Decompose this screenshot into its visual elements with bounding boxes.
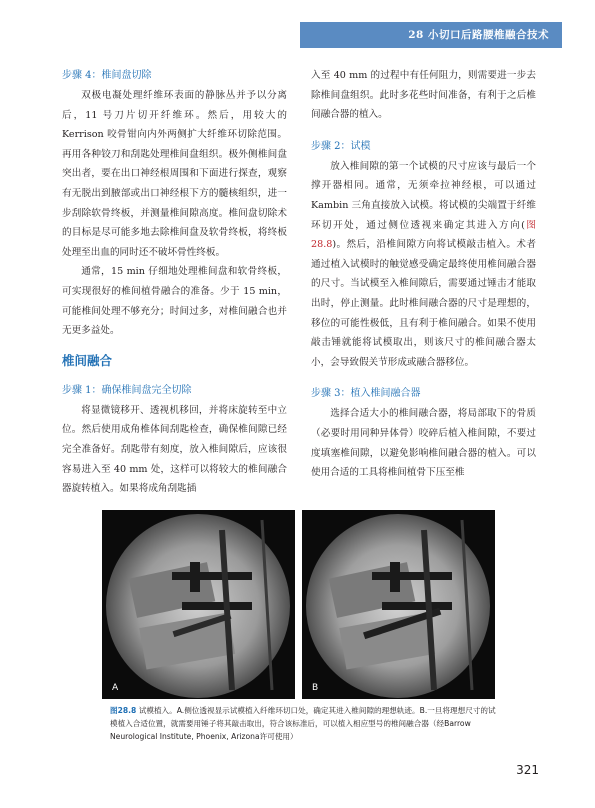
fluoroscopy-image-b bbox=[302, 510, 495, 699]
figure-caption bbox=[110, 704, 500, 743]
fluoroscopy-image-a bbox=[102, 510, 295, 699]
left-column bbox=[62, 66, 287, 499]
step4-heading: 步骤 4：椎间盘切除 bbox=[62, 70, 152, 81]
step2-text-b: )。然后，沿椎间隙方向将试模敲击植入。术者通过植入试模时的触觉感受确定最终使用椎间融合器的尺寸。当试模至入椎间隙后，需要通过锤击才能取出时，停止测量。此时椎间融合器的尺寸是理想的，移位的可能性极低，且有利于椎间融合。如果不使用敲击锤就能将试模取出，则该尺寸的椎间融合器太小，会导致假关节形成或融合器移位。 bbox=[311, 239, 536, 368]
step1-paragraph: 将显微镜移开、透视机移回，并将床旋转至中立位。然后使用成角椎体间刮匙检查，确保椎间隙已经完全准备好。刮匙带有刻度，放入椎间隙后，应该很容易进入至 40 mm 处，这样可以将较大的椎间融合器旋转植入。如果将成角刮匙插 bbox=[62, 404, 287, 495]
step3-heading: 步骤 3：植入椎间融合器 bbox=[311, 388, 421, 400]
page-number: 321 bbox=[516, 763, 539, 777]
step3-paragraph: 选择合适大小的椎间融合器，将局部取下的骨质（必要时用同种异体骨）咬碎后植入椎间隙，不要过度填塞椎间隙，以避免影响椎间融合器的植入。可以使用合适的工具将椎间植骨下压至椎 bbox=[311, 408, 536, 479]
step1-heading: 步骤 1：确保椎间盘完全切除 bbox=[62, 384, 192, 396]
step4-paragraph-2: 通常，15 min 仔细地处理椎间盘和软骨终板，可实现很好的椎间植骨融合的准备。少于 15 min，可能椎间处理不够充分；时间过多，对椎间融合也并无更多益处。 bbox=[62, 266, 287, 337]
panel-a-label: A bbox=[112, 683, 119, 693]
figure-number: 图28.8 bbox=[110, 706, 137, 715]
step2-paragraph bbox=[311, 157, 536, 373]
step2-heading: 步骤 2：试模 bbox=[311, 140, 371, 152]
continued-paragraph: 入至 40 mm 的过程中有任何阻力，则需要进一步去除椎间盘组织。此时多花些时间准备，有利于之后椎间融合器的植入。 bbox=[311, 70, 536, 121]
panel-b-label: B bbox=[312, 683, 319, 693]
right-column bbox=[311, 66, 536, 483]
figure-28-8 bbox=[102, 510, 496, 699]
running-header-title: 28 小切口后路腰椎融合技术 bbox=[408, 29, 549, 41]
step4-paragraph-1: 双极电凝处理纤维环表面的静脉丛并予以分离后，11 号刀片切开纤维环。然后，用较大的 Kerrison 咬骨钳向内外两侧扩大纤维环切除范围。再用各种铰刀和刮匙处理椎间盘组织。极外侧椎间盘突出者，要在出口神经根周围和下面进行探查，观察有无脱出到腋部或出口神经根下方的髓核组织，进一步刮除软骨终板，并测量椎间隙高度。椎间盘切除术的目标是尽可能多地去除椎间盘及软骨终板，将终板处理至出血的同时还不破坏骨性终板。 bbox=[62, 90, 287, 258]
step2-text-a: 放入椎间隙的第一个试模的尺寸应该与最后一个撑开器相同。通常，无须牵拉神经根，可以通过 Kambin 三角直接放入试模。将试模的尖端置于纤维环切开处，通过侧位透视来确定其进入方向( bbox=[311, 160, 536, 231]
figure-reference-link[interactable]: 图 28.8 bbox=[311, 219, 536, 251]
figure-caption-text: 试模植入。A.侧位透视显示试模植入纤维环切口处，确定其进入椎间隙的理想轨迹。B.一旦将理想尺寸的试模植入合适位置，就需要用锤子将其敲击取出，符合该标准后，可以植入相应型号的椎间融合器（经Barrow Neurological Institute, Phoenix, Arizona许可使用） bbox=[110, 706, 496, 741]
section-heading-interbody-fusion: 椎间融合 bbox=[62, 352, 113, 368]
